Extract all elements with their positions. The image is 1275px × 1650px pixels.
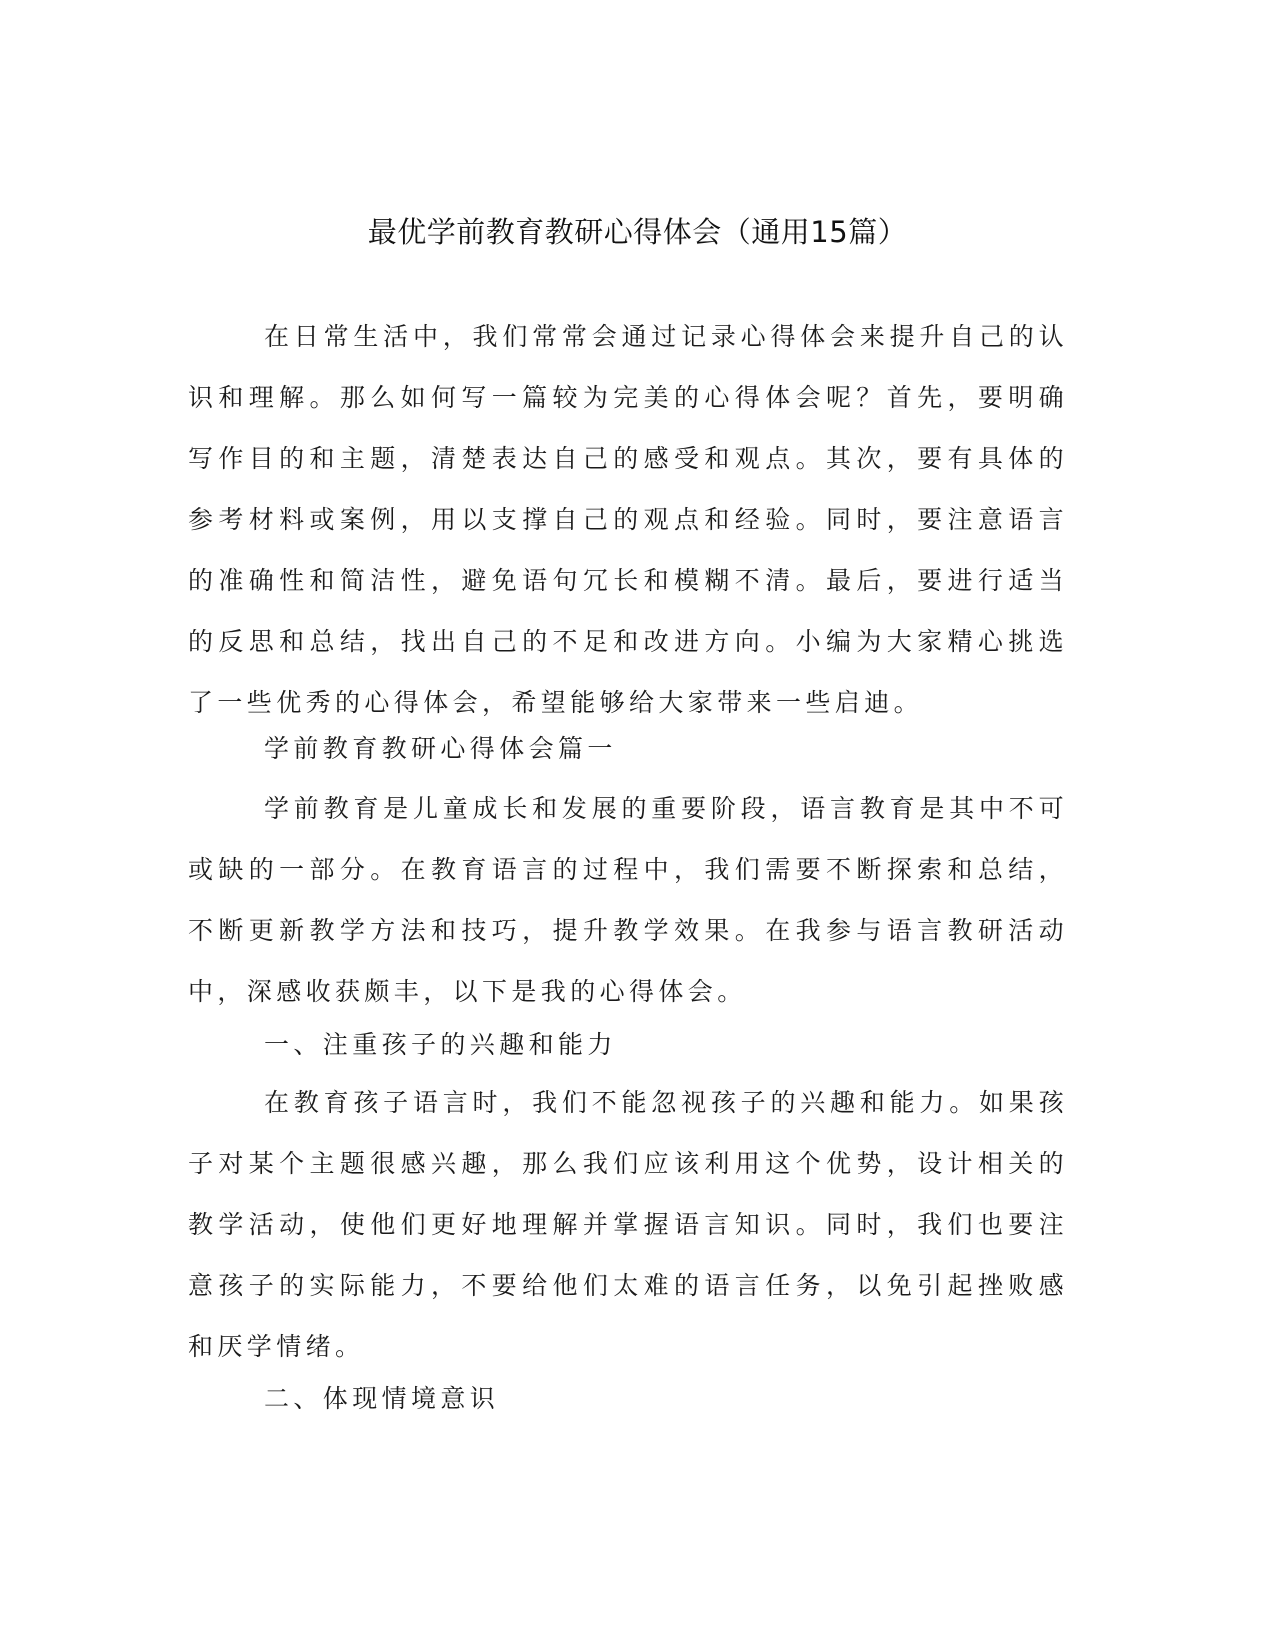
section-title: 学前教育教研心得体会篇一 bbox=[264, 734, 617, 763]
document-title: 最优学前教育教研心得体会（通用15篇） bbox=[367, 215, 908, 249]
intro-paragraph: 在日常生活中，我们常常会通过记录心得体会来提升自己的认识和理解。那么如何写一篇较为完美的心得体会呢？首先，要明确写作目的和主题，清楚表达自己的感受和观点。其次，要有具体的参考材料或案例，用以支撑自己的观点和经验。同时，要注意语言的准确性和简洁性，避免语句冗长和模糊不清。最后，要进行适当的反思和总结，找出自己的不足和改进方向。小编为大家精心挑选了一些优秀的心得体会，希望能够给大家带来一些启迪。 bbox=[188, 322, 1068, 717]
subheading-2: 二、体现情境意识 bbox=[264, 1384, 500, 1413]
subheading-1: 一、注重孩子的兴趣和能力 bbox=[264, 1030, 617, 1059]
body-paragraph-1: 学前教育是儿童成长和发展的重要阶段，语言教育是其中不可或缺的一部分。在教育语言的过程中，我们需要不断探索和总结，不断更新教学方法和技巧，提升教学效果。在我参与语言教研活动中，深感收获颇丰，以下是我的心得体会。 bbox=[188, 794, 1068, 1006]
body-paragraph-2: 在教育孩子语言时，我们不能忽视孩子的兴趣和能力。如果孩子对某个主题很感兴趣，那么我们应该利用这个优势，设计相关的教学活动，使他们更好地理解并掌握语言知识。同时，我们也要注意孩子的实际能力，不要给他们太难的语言任务，以免引起挫败感和厌学情绪。 bbox=[188, 1088, 1068, 1361]
